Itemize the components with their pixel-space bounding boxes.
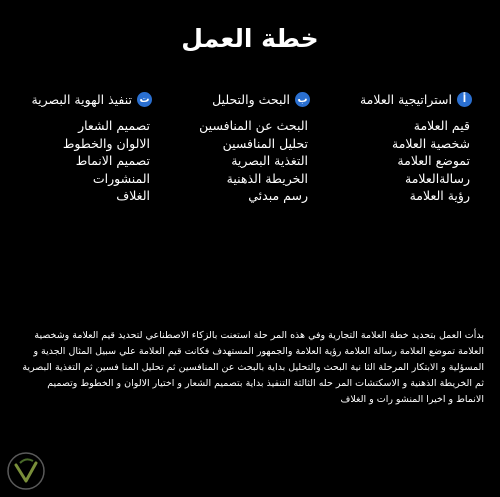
list-item: شخصية العلامة	[392, 135, 470, 151]
letter-badge-icon: ت	[137, 92, 152, 107]
column-heading	[170, 92, 310, 107]
column-heading	[12, 92, 152, 107]
list-item: تموضع العلامة	[397, 153, 470, 168]
column-research-analysis	[170, 92, 310, 205]
column-brand-strategy	[332, 92, 472, 205]
list-item: المنشورات	[92, 170, 150, 186]
column-heading-label: البحث والتحليل	[212, 92, 290, 107]
list-item: الخريطة الذهنية	[226, 170, 308, 186]
list-item: الغلاف	[116, 188, 150, 203]
letter-badge-icon: أ	[457, 92, 472, 107]
list-item: تصميم الشعار	[78, 118, 150, 133]
list-item: التغذية البصرية	[231, 153, 308, 168]
letter-badge-icon: ب	[295, 92, 310, 107]
description-paragraph: بدأت العمل بتحديد خطة العلامة التجارية وفي هذه المر حلة استعنت بالزكاء الاصطناعي لتحديد قيم العلامة وشخصية العلامة تموضع العلامة رسالة العلامة رؤية العلامة والجمهور المستهدف فكانت قيم العلامة علي سبيل المثال الجدية و المسؤلية و الابتكار المرحلة الثا نية البحث والتحليل بداية بالبحث عن المنافسين ثم تحليل المنا فسين ثم التغذية البصرية ثم الخريطة الذهنية و الاسكتشات المر حله الثالثة التنفيذ بداية بتصميم الشعار و اختيار الالوان و الخطوط وتصميم الانماط و اخيرا المنشو رات و الغلاف	[22, 330, 484, 405]
column-heading-label: استراتيجية العلامة	[359, 92, 452, 107]
column-heading-label: تنفيذ الهوية البصرية	[31, 92, 132, 107]
watermark-logo-icon	[6, 451, 46, 491]
list-item: قيم العلامة	[413, 118, 470, 133]
list-item: رؤية العلامة	[409, 188, 470, 203]
item-list	[332, 117, 472, 205]
column-heading	[332, 92, 472, 107]
list-item: رسم مبدئي	[248, 188, 308, 203]
page-title: خطة العمل	[181, 24, 319, 53]
list-item: تصميم الانماط	[75, 153, 150, 168]
list-item: رسالةالعلامة	[405, 170, 470, 186]
item-list	[170, 117, 310, 205]
item-list	[12, 117, 152, 205]
list-item: البحث عن المنافسين	[199, 118, 308, 133]
list-item: الالوان والخطوط	[62, 135, 150, 151]
list-item: تحليل المنافسين	[222, 135, 308, 151]
column-visual-identity	[12, 92, 152, 205]
